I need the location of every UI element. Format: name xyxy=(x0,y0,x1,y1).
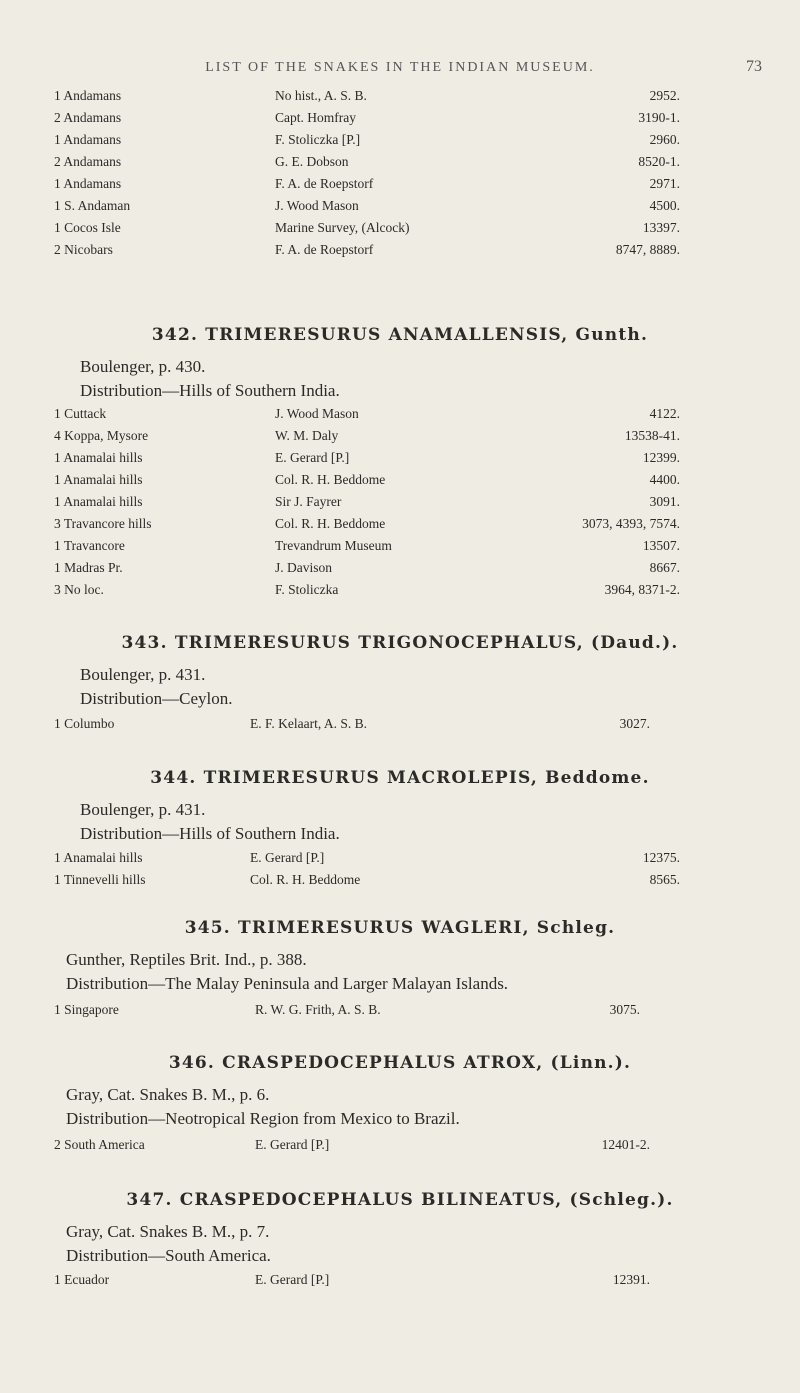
collector: E. Gerard [P.] xyxy=(255,1137,330,1152)
locality: 2 Andamans xyxy=(54,110,122,125)
register-number: 4500. xyxy=(649,198,680,213)
locality: 1 Andamans xyxy=(54,176,122,191)
reference-citation: Boulenger, p. 430. xyxy=(80,357,206,376)
register-number: 4400. xyxy=(649,472,680,487)
species-heading: 346. CRASPEDOCEPHALUS ATROX, (Linn.). xyxy=(168,1053,632,1073)
locality: 1 Cuttack xyxy=(54,406,107,421)
reference-citation: Boulenger, p. 431. xyxy=(80,800,206,819)
locality: 3 Travancore hills xyxy=(54,516,152,531)
register-number: 2960. xyxy=(649,132,680,147)
page-number: 73 xyxy=(746,58,762,75)
collector: Trevandrum Museum xyxy=(275,538,392,553)
locality: 1 Anamalai hills xyxy=(54,494,143,509)
continued-specimen-list xyxy=(0,88,800,264)
table-row xyxy=(0,198,800,220)
reference-citation: Gray, Cat. Snakes B. M., p. 7. xyxy=(66,1222,270,1241)
species-reference xyxy=(66,1220,271,1268)
table-row xyxy=(0,1002,800,1024)
table-row xyxy=(0,154,800,176)
collector: Col. R. H. Beddome xyxy=(250,872,361,887)
register-number: 3091. xyxy=(649,494,680,509)
table-row xyxy=(0,472,800,494)
locality: 1 Anamalai hills xyxy=(54,472,143,487)
table-row xyxy=(0,176,800,198)
locality: 1 Anamalai hills xyxy=(54,450,143,465)
table-row xyxy=(0,516,800,538)
species-reference xyxy=(66,948,508,996)
table-row xyxy=(0,220,800,242)
locality: 1 Cocos Isle xyxy=(54,220,121,235)
specimen-list xyxy=(0,850,800,894)
collector: J. Davison xyxy=(275,560,332,575)
distribution: Distribution—Ceylon. xyxy=(80,689,233,708)
table-row xyxy=(0,132,800,154)
locality: 2 South America xyxy=(54,1137,145,1152)
table-row xyxy=(0,582,800,604)
table-row xyxy=(0,560,800,582)
table-row xyxy=(0,242,800,264)
table-row xyxy=(0,538,800,560)
collector: F. A. de Roepstorf xyxy=(275,176,374,191)
collector: Sir J. Fayrer xyxy=(275,494,342,509)
register-number: 13507. xyxy=(642,538,680,553)
locality: 1 Anamalai hills xyxy=(54,850,143,865)
locality: 1 Ecuador xyxy=(54,1272,110,1287)
table-row xyxy=(0,1137,800,1159)
distribution: Distribution—Hills of Southern India. xyxy=(80,381,340,400)
table-row xyxy=(0,872,800,894)
collector: J. Wood Mason xyxy=(275,198,359,213)
collector: E. Gerard [P.] xyxy=(255,1272,330,1287)
locality: 1 S. Andaman xyxy=(54,198,131,213)
register-number: 3190-1. xyxy=(638,110,680,125)
collector: E. Gerard [P.] xyxy=(275,450,350,465)
register-number: 12401-2. xyxy=(601,1137,650,1152)
collector: R. W. G. Frith, A. S. B. xyxy=(255,1002,381,1017)
reference-citation: Gray, Cat. Snakes B. M., p. 6. xyxy=(66,1085,270,1104)
table-row xyxy=(0,494,800,516)
locality: 1 Columbo xyxy=(54,716,115,731)
register-number: 8747, 8889. xyxy=(615,242,680,257)
species-heading: 345. TRIMERESURUS WAGLERI, Schleg. xyxy=(184,918,616,938)
register-number: 8565. xyxy=(649,872,680,887)
locality: 1 Tinnevelli hills xyxy=(54,872,146,887)
species-reference xyxy=(80,798,340,846)
table-row xyxy=(0,716,800,738)
table-row xyxy=(0,1272,800,1294)
table-row xyxy=(0,88,800,110)
running-head: LIST OF THE SNAKES IN THE INDIAN MUSEUM. xyxy=(205,60,595,75)
table-row xyxy=(0,428,800,450)
register-number: 12375. xyxy=(642,850,680,865)
collector: G. E. Dobson xyxy=(275,154,349,169)
distribution: Distribution—Hills of Southern India. xyxy=(80,824,340,843)
species-reference xyxy=(80,355,340,403)
register-number: 8667. xyxy=(649,560,680,575)
specimen-list xyxy=(0,716,800,738)
register-number: 12399. xyxy=(642,450,680,465)
species-heading: 347. CRASPEDOCEPHALUS BILINEATUS, (Schleg.). xyxy=(126,1190,674,1210)
distribution: Distribution—The Malay Peninsula and Larger Malayan Islands. xyxy=(66,974,509,993)
reference-citation: Boulenger, p. 431. xyxy=(80,665,206,684)
table-row xyxy=(0,450,800,472)
species-heading: 344. TRIMERESURUS MACROLEPIS, Beddome. xyxy=(150,768,650,788)
collector: F. Stoliczka [P.] xyxy=(275,132,361,147)
locality: 1 Andamans xyxy=(54,88,122,103)
locality: 4 Koppa, Mysore xyxy=(54,428,149,443)
locality: 2 Nicobars xyxy=(54,242,113,257)
register-number: 2952. xyxy=(649,88,680,103)
register-number: 3964, 8371-2. xyxy=(604,582,680,597)
table-row xyxy=(0,850,800,872)
register-number: 3027. xyxy=(619,716,650,731)
register-number: 13538-41. xyxy=(624,428,680,443)
species-reference xyxy=(66,1083,460,1131)
distribution: Distribution—Neotropical Region from Mexico to Brazil. xyxy=(66,1109,460,1128)
locality: 1 Madras Pr. xyxy=(54,560,123,575)
locality: 2 Andamans xyxy=(54,154,122,169)
locality: 1 Travancore xyxy=(54,538,125,553)
species-reference xyxy=(80,663,233,711)
collector: No hist., A. S. B. xyxy=(275,88,367,103)
collector: J. Wood Mason xyxy=(275,406,359,421)
locality: 1 Andamans xyxy=(54,132,122,147)
collector: E. Gerard [P.] xyxy=(250,850,325,865)
collector: Col. R. H. Beddome xyxy=(275,516,386,531)
register-number: 4122. xyxy=(649,406,680,421)
collector: W. M. Daly xyxy=(275,428,339,443)
species-heading: 342. TRIMERESURUS ANAMALLENSIS, Gunth. xyxy=(151,325,649,345)
specimen-list xyxy=(0,1137,800,1159)
register-number: 8520-1. xyxy=(638,154,680,169)
register-number: 3075. xyxy=(609,1002,640,1017)
register-number: 12391. xyxy=(612,1272,650,1287)
collector: Capt. Homfray xyxy=(275,110,356,125)
specimen-list xyxy=(0,1272,800,1294)
specimen-list xyxy=(0,406,800,604)
species-heading: 343. TRIMERESURUS TRIGONOCEPHALUS, (Daud.). xyxy=(121,633,679,653)
locality: 3 No loc. xyxy=(54,582,104,597)
collector: E. F. Kelaart, A. S. B. xyxy=(250,716,368,731)
table-row xyxy=(0,110,800,132)
reference-citation: Gunther, Reptiles Brit. Ind., p. 388. xyxy=(66,950,307,969)
collector: Marine Survey, (Alcock) xyxy=(275,220,410,235)
register-number: 13397. xyxy=(642,220,680,235)
register-number: 2971. xyxy=(649,176,680,191)
locality: 1 Singapore xyxy=(54,1002,119,1017)
register-number: 3073, 4393, 7574. xyxy=(582,516,680,531)
collector: F. Stoliczka xyxy=(275,582,339,597)
collector: Col. R. H. Beddome xyxy=(275,472,386,487)
collector: F. A. de Roepstorf xyxy=(275,242,374,257)
table-row xyxy=(0,406,800,428)
distribution: Distribution—South America. xyxy=(66,1246,271,1265)
specimen-list xyxy=(0,1002,800,1024)
